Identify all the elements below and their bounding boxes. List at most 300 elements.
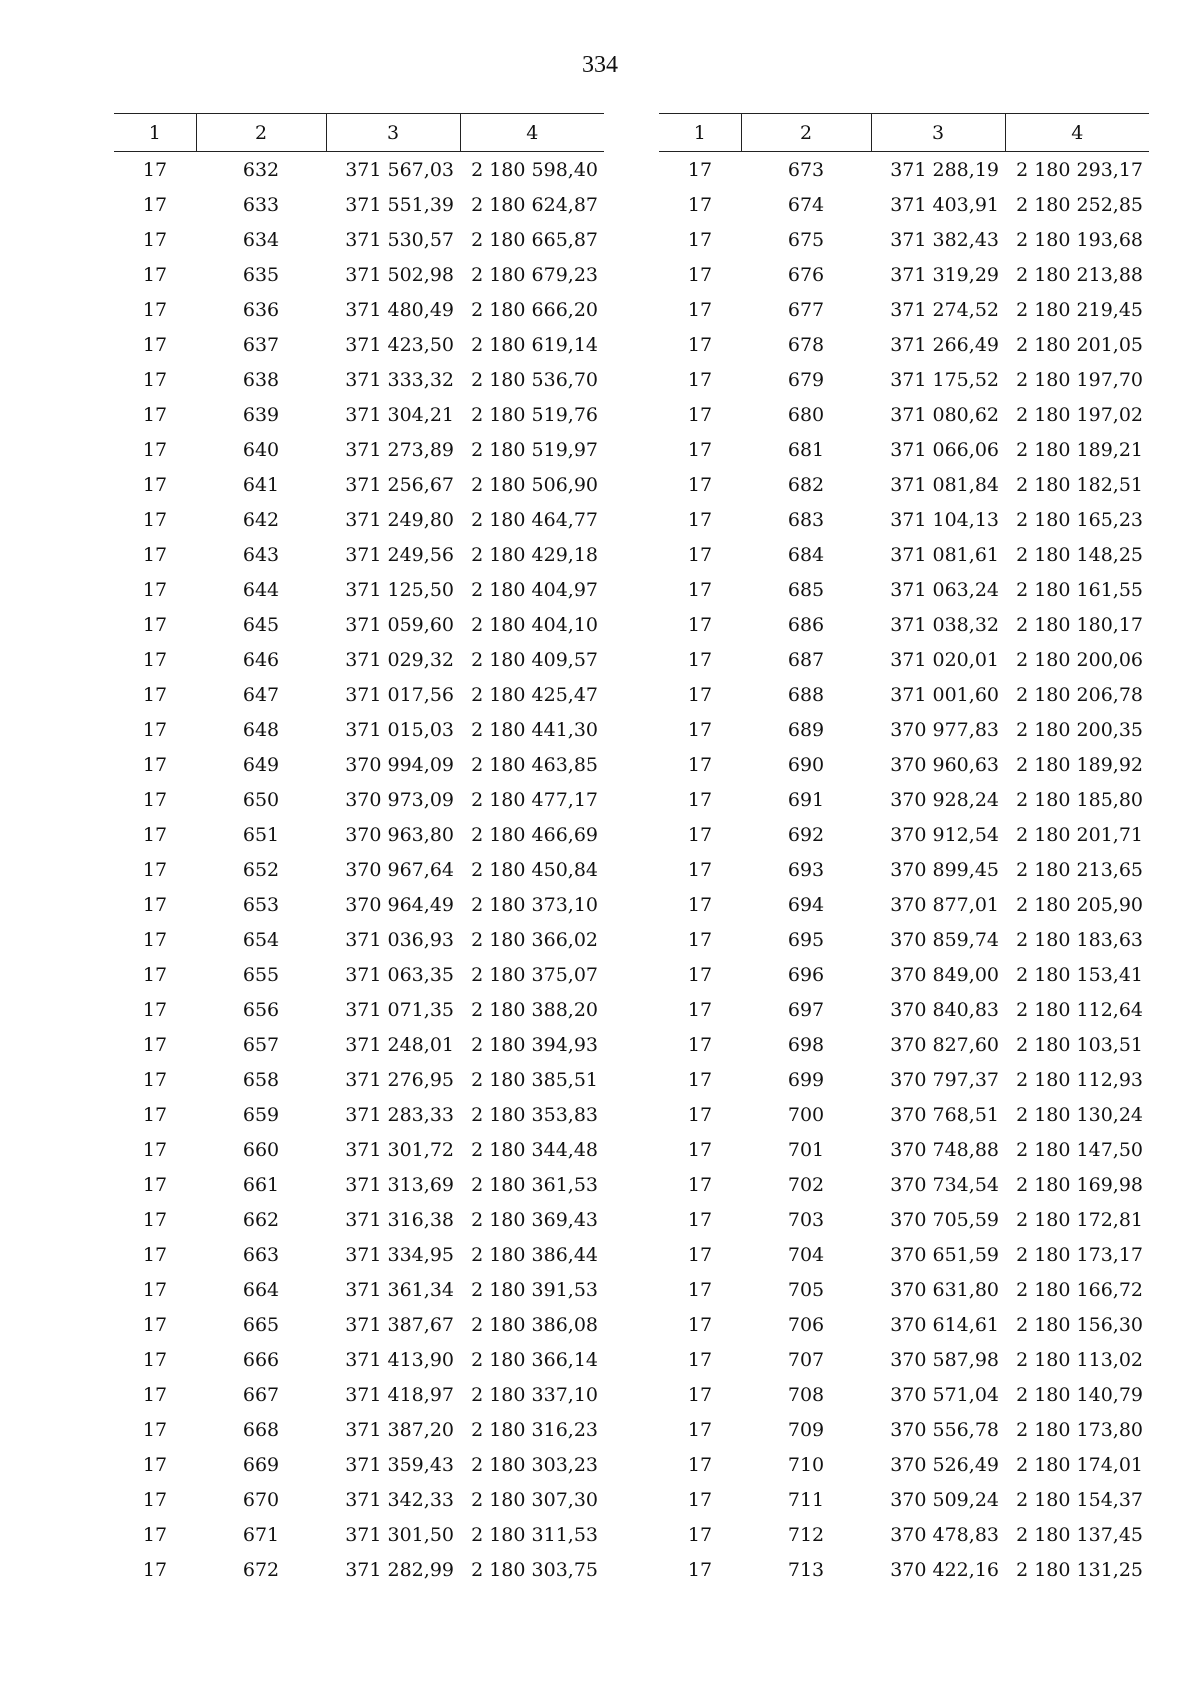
- cell-zone: 17: [687, 158, 713, 181]
- table-row: [114, 607, 604, 642]
- cell-zone: 17: [142, 473, 168, 496]
- cell-y-coordinate: 2 180 130,24: [1016, 1103, 1143, 1126]
- cell-zone: 17: [142, 298, 168, 321]
- table-row: [659, 1132, 1149, 1167]
- cell-point-number: 666: [242, 1348, 280, 1371]
- cell-zone: 17: [142, 263, 168, 286]
- table-row: [114, 887, 604, 922]
- table-row: [114, 397, 604, 432]
- cell-x-coordinate: 371 059,60: [345, 613, 454, 636]
- cell-y-coordinate: 2 180 103,51: [1016, 1033, 1143, 1056]
- table-row: [659, 1237, 1149, 1272]
- cell-x-coordinate: 371 333,32: [345, 368, 454, 391]
- cell-point-number: 676: [787, 263, 825, 286]
- cell-zone: 17: [687, 263, 713, 286]
- table-row: [659, 257, 1149, 292]
- cell-zone: 17: [687, 788, 713, 811]
- cell-x-coordinate: 371 273,89: [345, 438, 454, 461]
- cell-point-number: 707: [787, 1348, 825, 1371]
- cell-x-coordinate: 370 422,16: [890, 1558, 999, 1581]
- cell-point-number: 703: [787, 1208, 825, 1231]
- column-header-4: 4: [460, 114, 604, 152]
- right-coordinates-table: [659, 113, 1149, 1587]
- cell-zone: 17: [687, 753, 713, 776]
- cell-zone: 17: [142, 648, 168, 671]
- column-header-1: 1: [114, 114, 196, 152]
- table-row: [114, 537, 604, 572]
- cell-point-number: 668: [242, 1418, 280, 1441]
- cell-zone: 17: [142, 543, 168, 566]
- cell-y-coordinate: 2 180 373,10: [471, 893, 598, 916]
- cell-y-coordinate: 2 180 112,93: [1016, 1068, 1143, 1091]
- cell-point-number: 635: [242, 263, 280, 286]
- cell-point-number: 664: [242, 1278, 280, 1301]
- cell-x-coordinate: 371 567,03: [345, 158, 454, 181]
- cell-x-coordinate: 371 020,01: [890, 648, 999, 671]
- right-table-body: [659, 152, 1149, 1588]
- cell-x-coordinate: 371 063,35: [345, 963, 454, 986]
- column-header-2: 2: [741, 114, 871, 152]
- cell-point-number: 684: [787, 543, 825, 566]
- cell-point-number: 689: [787, 718, 825, 741]
- cell-y-coordinate: 2 180 665,87: [471, 228, 598, 251]
- cell-point-number: 645: [242, 613, 280, 636]
- cell-y-coordinate: 2 180 464,77: [471, 508, 598, 531]
- left-coordinates-table: [114, 113, 604, 1587]
- table-row: [659, 1342, 1149, 1377]
- cell-y-coordinate: 2 180 180,17: [1016, 613, 1143, 636]
- cell-x-coordinate: 370 651,59: [890, 1243, 999, 1266]
- cell-point-number: 683: [787, 508, 825, 531]
- cell-point-number: 678: [787, 333, 825, 356]
- cell-y-coordinate: 2 180 386,08: [471, 1313, 598, 1336]
- cell-point-number: 661: [242, 1173, 280, 1196]
- cell-x-coordinate: 371 029,32: [345, 648, 454, 671]
- cell-zone: 17: [687, 1033, 713, 1056]
- cell-zone: 17: [687, 928, 713, 951]
- table-row: [659, 1272, 1149, 1307]
- cell-zone: 17: [687, 823, 713, 846]
- cell-x-coordinate: 370 840,83: [890, 998, 999, 1021]
- cell-x-coordinate: 371 387,67: [345, 1313, 454, 1336]
- cell-point-number: 663: [242, 1243, 280, 1266]
- cell-y-coordinate: 2 180 536,70: [471, 368, 598, 391]
- left-table-body: [114, 152, 604, 1588]
- cell-zone: 17: [142, 1208, 168, 1231]
- table-row: [114, 1342, 604, 1377]
- cell-point-number: 632: [242, 158, 280, 181]
- table-row: [114, 187, 604, 222]
- cell-x-coordinate: 370 967,64: [345, 858, 454, 881]
- table-row: [659, 432, 1149, 467]
- cell-point-number: 634: [242, 228, 280, 251]
- cell-zone: 17: [687, 1173, 713, 1196]
- cell-x-coordinate: 371 081,84: [890, 473, 999, 496]
- cell-zone: 17: [142, 1033, 168, 1056]
- cell-x-coordinate: 371 125,50: [345, 578, 454, 601]
- table-row: [114, 747, 604, 782]
- cell-x-coordinate: 371 248,01: [345, 1033, 454, 1056]
- cell-y-coordinate: 2 180 353,83: [471, 1103, 598, 1126]
- cell-x-coordinate: 371 502,98: [345, 263, 454, 286]
- table-row: [659, 1377, 1149, 1412]
- cell-point-number: 711: [787, 1488, 825, 1511]
- cell-point-number: 646: [242, 648, 280, 671]
- table-row: [659, 187, 1149, 222]
- cell-zone: 17: [142, 158, 168, 181]
- cell-x-coordinate: 371 001,60: [890, 683, 999, 706]
- cell-zone: 17: [142, 228, 168, 251]
- cell-zone: 17: [142, 1488, 168, 1511]
- cell-y-coordinate: 2 180 394,93: [471, 1033, 598, 1056]
- cell-zone: 17: [687, 438, 713, 461]
- cell-zone: 17: [142, 1243, 168, 1266]
- cell-x-coordinate: 370 509,24: [890, 1488, 999, 1511]
- cell-zone: 17: [687, 1488, 713, 1511]
- cell-point-number: 659: [242, 1103, 280, 1126]
- table-row: [659, 782, 1149, 817]
- cell-y-coordinate: 2 180 201,71: [1016, 823, 1143, 846]
- cell-point-number: 669: [242, 1453, 280, 1476]
- cell-x-coordinate: 371 249,80: [345, 508, 454, 531]
- table-row: [659, 607, 1149, 642]
- cell-zone: 17: [687, 298, 713, 321]
- cell-zone: 17: [142, 1313, 168, 1336]
- cell-zone: 17: [142, 333, 168, 356]
- table-row: [659, 397, 1149, 432]
- table-row: [114, 1552, 604, 1587]
- cell-y-coordinate: 2 180 316,23: [471, 1418, 598, 1441]
- cell-point-number: 691: [787, 788, 825, 811]
- cell-zone: 17: [687, 1453, 713, 1476]
- cell-zone: 17: [142, 1348, 168, 1371]
- cell-x-coordinate: 371 283,33: [345, 1103, 454, 1126]
- cell-point-number: 658: [242, 1068, 280, 1091]
- cell-y-coordinate: 2 180 404,10: [471, 613, 598, 636]
- cell-y-coordinate: 2 180 404,97: [471, 578, 598, 601]
- table-row: [659, 467, 1149, 502]
- cell-zone: 17: [687, 1348, 713, 1371]
- table-row: [114, 222, 604, 257]
- cell-point-number: 636: [242, 298, 280, 321]
- table-row: [659, 817, 1149, 852]
- cell-x-coordinate: 371 080,62: [890, 403, 999, 426]
- cell-y-coordinate: 2 180 189,21: [1016, 438, 1143, 461]
- cell-y-coordinate: 2 180 206,78: [1016, 683, 1143, 706]
- table-row: [114, 1272, 604, 1307]
- cell-x-coordinate: 371 063,24: [890, 578, 999, 601]
- table-row: [114, 642, 604, 677]
- cell-point-number: 708: [787, 1383, 825, 1406]
- table-row: [659, 852, 1149, 887]
- cell-y-coordinate: 2 180 173,80: [1016, 1418, 1143, 1441]
- cell-point-number: 643: [242, 543, 280, 566]
- cell-y-coordinate: 2 180 506,90: [471, 473, 598, 496]
- table-row: [114, 152, 604, 188]
- cell-x-coordinate: 370 973,09: [345, 788, 454, 811]
- table-row: [114, 1202, 604, 1237]
- cell-zone: 17: [687, 193, 713, 216]
- cell-y-coordinate: 2 180 166,72: [1016, 1278, 1143, 1301]
- table-row: [114, 1237, 604, 1272]
- table-header-row: [659, 114, 1149, 152]
- cell-x-coordinate: 370 631,80: [890, 1278, 999, 1301]
- cell-y-coordinate: 2 180 337,10: [471, 1383, 598, 1406]
- cell-y-coordinate: 2 180 388,20: [471, 998, 598, 1021]
- cell-y-coordinate: 2 180 200,35: [1016, 718, 1143, 741]
- table-row: [114, 292, 604, 327]
- cell-y-coordinate: 2 180 519,97: [471, 438, 598, 461]
- cell-zone: 17: [142, 1103, 168, 1126]
- cell-y-coordinate: 2 180 441,30: [471, 718, 598, 741]
- cell-y-coordinate: 2 180 463,85: [471, 753, 598, 776]
- cell-x-coordinate: 370 977,83: [890, 718, 999, 741]
- table-row: [659, 1412, 1149, 1447]
- cell-x-coordinate: 371 301,72: [345, 1138, 454, 1161]
- cell-point-number: 640: [242, 438, 280, 461]
- cell-zone: 17: [142, 1523, 168, 1546]
- table-row: [659, 292, 1149, 327]
- cell-zone: 17: [142, 1453, 168, 1476]
- cell-zone: 17: [687, 1523, 713, 1546]
- cell-x-coordinate: 371 480,49: [345, 298, 454, 321]
- cell-zone: 17: [687, 893, 713, 916]
- table-row: [114, 1062, 604, 1097]
- cell-x-coordinate: 370 877,01: [890, 893, 999, 916]
- cell-zone: 17: [142, 508, 168, 531]
- cell-y-coordinate: 2 180 466,69: [471, 823, 598, 846]
- cell-y-coordinate: 2 180 679,23: [471, 263, 598, 286]
- cell-point-number: 702: [787, 1173, 825, 1196]
- cell-zone: 17: [687, 508, 713, 531]
- cell-point-number: 652: [242, 858, 280, 881]
- cell-y-coordinate: 2 180 344,48: [471, 1138, 598, 1161]
- cell-y-coordinate: 2 180 307,30: [471, 1488, 598, 1511]
- cell-point-number: 696: [787, 963, 825, 986]
- cell-x-coordinate: 371 382,43: [890, 228, 999, 251]
- cell-x-coordinate: 371 175,52: [890, 368, 999, 391]
- table-row: [114, 362, 604, 397]
- cell-x-coordinate: 371 066,06: [890, 438, 999, 461]
- table-row: [114, 1482, 604, 1517]
- cell-zone: 17: [687, 1243, 713, 1266]
- cell-y-coordinate: 2 180 153,41: [1016, 963, 1143, 986]
- cell-point-number: 685: [787, 578, 825, 601]
- table-row: [114, 502, 604, 537]
- cell-y-coordinate: 2 180 200,06: [1016, 648, 1143, 671]
- cell-zone: 17: [687, 998, 713, 1021]
- cell-y-coordinate: 2 180 375,07: [471, 963, 598, 986]
- cell-y-coordinate: 2 180 154,37: [1016, 1488, 1143, 1511]
- cell-zone: 17: [142, 788, 168, 811]
- cell-point-number: 710: [787, 1453, 825, 1476]
- cell-point-number: 654: [242, 928, 280, 951]
- cell-x-coordinate: 371 413,90: [345, 1348, 454, 1371]
- cell-point-number: 698: [787, 1033, 825, 1056]
- cell-x-coordinate: 370 705,59: [890, 1208, 999, 1231]
- cell-point-number: 641: [242, 473, 280, 496]
- cell-x-coordinate: 370 587,98: [890, 1348, 999, 1371]
- cell-point-number: 655: [242, 963, 280, 986]
- cell-x-coordinate: 371 423,50: [345, 333, 454, 356]
- cell-y-coordinate: 2 180 369,43: [471, 1208, 598, 1231]
- cell-x-coordinate: 371 274,52: [890, 298, 999, 321]
- cell-y-coordinate: 2 180 450,84: [471, 858, 598, 881]
- cell-y-coordinate: 2 180 182,51: [1016, 473, 1143, 496]
- cell-zone: 17: [687, 613, 713, 636]
- cell-x-coordinate: 370 899,45: [890, 858, 999, 881]
- cell-zone: 17: [142, 1173, 168, 1196]
- cell-point-number: 670: [242, 1488, 280, 1511]
- cell-y-coordinate: 2 180 161,55: [1016, 578, 1143, 601]
- cell-y-coordinate: 2 180 252,85: [1016, 193, 1143, 216]
- cell-zone: 17: [687, 228, 713, 251]
- table-row: [114, 1517, 604, 1552]
- cell-point-number: 674: [787, 193, 825, 216]
- cell-x-coordinate: 371 071,35: [345, 998, 454, 1021]
- cell-x-coordinate: 370 912,54: [890, 823, 999, 846]
- cell-point-number: 693: [787, 858, 825, 881]
- cell-x-coordinate: 371 036,93: [345, 928, 454, 951]
- cell-point-number: 694: [787, 893, 825, 916]
- cell-zone: 17: [687, 1383, 713, 1406]
- cell-x-coordinate: 371 334,95: [345, 1243, 454, 1266]
- cell-point-number: 633: [242, 193, 280, 216]
- cell-point-number: 647: [242, 683, 280, 706]
- cell-y-coordinate: 2 180 425,47: [471, 683, 598, 706]
- cell-zone: 17: [142, 963, 168, 986]
- cell-zone: 17: [142, 368, 168, 391]
- table-row: [659, 537, 1149, 572]
- cell-zone: 17: [142, 1278, 168, 1301]
- cell-x-coordinate: 371 359,43: [345, 1453, 454, 1476]
- cell-y-coordinate: 2 180 624,87: [471, 193, 598, 216]
- column-header-1: 1: [659, 114, 741, 152]
- table-row: [114, 1132, 604, 1167]
- cell-x-coordinate: 370 964,49: [345, 893, 454, 916]
- cell-point-number: 686: [787, 613, 825, 636]
- cell-y-coordinate: 2 180 361,53: [471, 1173, 598, 1196]
- cell-zone: 17: [687, 1313, 713, 1336]
- cell-x-coordinate: 371 387,20: [345, 1418, 454, 1441]
- cell-y-coordinate: 2 180 137,45: [1016, 1523, 1143, 1546]
- cell-zone: 17: [687, 473, 713, 496]
- cell-x-coordinate: 370 734,54: [890, 1173, 999, 1196]
- table-row: [659, 1062, 1149, 1097]
- cell-point-number: 673: [787, 158, 825, 181]
- cell-y-coordinate: 2 180 385,51: [471, 1068, 598, 1091]
- cell-x-coordinate: 371 418,97: [345, 1383, 454, 1406]
- cell-x-coordinate: 371 017,56: [345, 683, 454, 706]
- cell-zone: 17: [687, 1138, 713, 1161]
- cell-x-coordinate: 370 571,04: [890, 1383, 999, 1406]
- cell-zone: 17: [687, 1278, 713, 1301]
- cell-point-number: 642: [242, 508, 280, 531]
- table-row: [114, 1027, 604, 1062]
- cell-x-coordinate: 370 768,51: [890, 1103, 999, 1126]
- cell-point-number: 660: [242, 1138, 280, 1161]
- table-row: [659, 957, 1149, 992]
- cell-y-coordinate: 2 180 197,70: [1016, 368, 1143, 391]
- cell-zone: 17: [142, 858, 168, 881]
- table-row: [659, 922, 1149, 957]
- table-row: [114, 572, 604, 607]
- cell-zone: 17: [142, 1418, 168, 1441]
- cell-point-number: 713: [787, 1558, 825, 1581]
- cell-zone: 17: [142, 1383, 168, 1406]
- cell-zone: 17: [142, 578, 168, 601]
- table-row: [659, 1482, 1149, 1517]
- cell-point-number: 675: [787, 228, 825, 251]
- cell-point-number: 700: [787, 1103, 825, 1126]
- cell-point-number: 650: [242, 788, 280, 811]
- cell-x-coordinate: 371 403,91: [890, 193, 999, 216]
- table-row: [659, 222, 1149, 257]
- cell-point-number: 681: [787, 438, 825, 461]
- cell-x-coordinate: 370 556,78: [890, 1418, 999, 1441]
- cell-y-coordinate: 2 180 201,05: [1016, 333, 1143, 356]
- cell-zone: 17: [142, 998, 168, 1021]
- table-row: [659, 362, 1149, 397]
- table-row: [114, 1412, 604, 1447]
- cell-y-coordinate: 2 180 213,65: [1016, 858, 1143, 881]
- table-row: [114, 1167, 604, 1202]
- page-number: 334: [582, 52, 618, 78]
- cell-x-coordinate: 371 282,99: [345, 1558, 454, 1581]
- table-row: [114, 1447, 604, 1482]
- table-row: [659, 1097, 1149, 1132]
- cell-x-coordinate: 370 849,00: [890, 963, 999, 986]
- cell-zone: 17: [142, 1068, 168, 1091]
- table-row: [659, 1202, 1149, 1237]
- cell-point-number: 653: [242, 893, 280, 916]
- table-header-row: [114, 114, 604, 152]
- cell-zone: 17: [687, 578, 713, 601]
- cell-y-coordinate: 2 180 311,53: [471, 1523, 598, 1546]
- table-row: [659, 992, 1149, 1027]
- cell-y-coordinate: 2 180 391,53: [471, 1278, 598, 1301]
- left-coordinates-table-block: [114, 113, 604, 1587]
- cell-y-coordinate: 2 180 429,18: [471, 543, 598, 566]
- cell-y-coordinate: 2 180 666,20: [471, 298, 598, 321]
- table-row: [114, 1097, 604, 1132]
- table-row: [659, 1167, 1149, 1202]
- cell-x-coordinate: 371 288,19: [890, 158, 999, 181]
- cell-x-coordinate: 370 859,74: [890, 928, 999, 951]
- cell-y-coordinate: 2 180 519,76: [471, 403, 598, 426]
- cell-x-coordinate: 370 994,09: [345, 753, 454, 776]
- cell-point-number: 704: [787, 1243, 825, 1266]
- cell-zone: 17: [142, 403, 168, 426]
- cell-x-coordinate: 370 928,24: [890, 788, 999, 811]
- cell-y-coordinate: 2 180 113,02: [1016, 1348, 1143, 1371]
- cell-x-coordinate: 371 316,38: [345, 1208, 454, 1231]
- cell-y-coordinate: 2 180 183,63: [1016, 928, 1143, 951]
- cell-point-number: 679: [787, 368, 825, 391]
- cell-x-coordinate: 371 256,67: [345, 473, 454, 496]
- cell-y-coordinate: 2 180 174,01: [1016, 1453, 1143, 1476]
- cell-point-number: 639: [242, 403, 280, 426]
- cell-point-number: 712: [787, 1523, 825, 1546]
- cell-point-number: 695: [787, 928, 825, 951]
- cell-y-coordinate: 2 180 386,44: [471, 1243, 598, 1266]
- cell-point-number: 662: [242, 1208, 280, 1231]
- cell-point-number: 672: [242, 1558, 280, 1581]
- cell-x-coordinate: 370 797,37: [890, 1068, 999, 1091]
- cell-y-coordinate: 2 180 205,90: [1016, 893, 1143, 916]
- cell-point-number: 706: [787, 1313, 825, 1336]
- cell-point-number: 687: [787, 648, 825, 671]
